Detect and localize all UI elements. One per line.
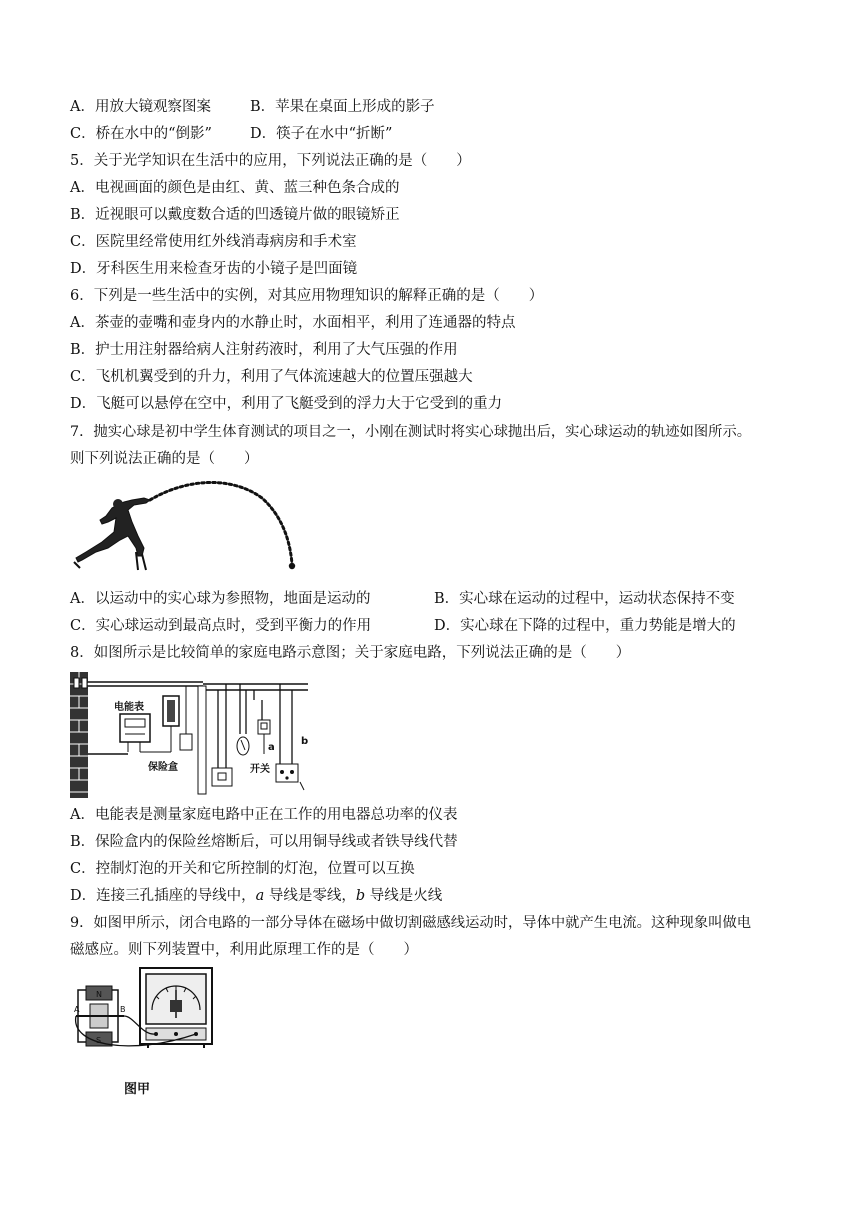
q4-option-d: D．筷子在水中“折断” bbox=[250, 126, 393, 142]
q4-option-b: B．苹果在桌面上形成的影子 bbox=[250, 99, 435, 115]
q7-option-c: C．实心球运动到最高点时，受到平衡力的作用 bbox=[70, 618, 372, 634]
q6-stem: 6．下列是一些生活中的实例，对其应用物理知识的解释正确的是（ ） bbox=[70, 288, 544, 304]
point-b-label: B bbox=[120, 1005, 126, 1014]
q5-option-b: B．近视眼可以戴度数合适的凹透镜片做的眼镜矫正 bbox=[70, 207, 400, 223]
wire-b-label: b bbox=[301, 736, 309, 747]
q8-option-c: C．控制灯泡的开关和它所控制的灯泡，位置可以互换 bbox=[70, 861, 415, 877]
q6-option-d: D．飞艇可以悬停在空中，利用了飞艇受到的浮力大于它受到的重力 bbox=[70, 396, 503, 412]
q7-stem-line2: 则下列说法正确的是（ ） bbox=[70, 451, 259, 467]
point-a-label: A bbox=[74, 1005, 80, 1014]
q7-stem-line1: 7．抛实心球是初中学生体育测试的项目之一，小刚在测试时将实心球抛出后，实心球运动的轨迹如图所示。 bbox=[70, 424, 752, 440]
fuse-box-label: 保险盒 bbox=[148, 762, 178, 773]
north-pole-label: N bbox=[96, 990, 102, 999]
q6-option-c: C．飞机机翼受到的升力，利用了气体流速越大的位置压强越大 bbox=[70, 369, 473, 385]
q5-stem: 5．关于光学知识在生活中的应用，下列说法正确的是（ ） bbox=[70, 153, 471, 169]
q4-option-c: C．桥在水中的“倒影” bbox=[70, 126, 212, 142]
q8-option-d bbox=[70, 886, 442, 906]
q8-option-d-wire-b: b bbox=[355, 888, 366, 904]
q7-option-d: D．实心球在下降的过程中，重力势能是增大的 bbox=[434, 618, 736, 634]
q6-option-a: A．茶壶的壶嘴和壶身内的水静止时，水面相平，利用了连通器的特点 bbox=[70, 315, 516, 331]
figure-caption: 图甲 bbox=[124, 1082, 151, 1097]
q8-option-a: A．电能表是测量家庭电路中正在工作的用电器总功率的仪表 bbox=[70, 807, 458, 823]
south-pole-label: S bbox=[96, 1036, 102, 1045]
q9-stem-line1: 9．如图甲所示，闭合电路的一部分导体在磁场中做切割磁感线运动时，导体中就产生电流。这种现象叫做电 bbox=[70, 915, 752, 931]
q8-option-b: B．保险盒内的保险丝熔断后，可以用铜导线或者铁导线代替 bbox=[70, 834, 458, 850]
q4-option-a: A．用放大镜观察图案 bbox=[70, 99, 211, 115]
electromagnetic-induction-figure bbox=[72, 966, 222, 1097]
q8-stem: 8．如图所示是比较简单的家庭电路示意图；关于家庭电路，下列说法正确的是（ ） bbox=[70, 645, 631, 661]
switch-label: 开关 bbox=[250, 764, 270, 775]
q8-option-d-wire-a: a bbox=[255, 888, 265, 904]
household-circuit-figure bbox=[68, 672, 313, 798]
q7-option-a: A．以运动中的实心球为参照物，地面是运动的 bbox=[70, 591, 371, 607]
q7-option-b: B．实心球在运动的过程中，运动状态保持不变 bbox=[434, 591, 735, 607]
meter-label: 电能表 bbox=[114, 702, 144, 713]
q8-option-d-suffix: 导线是火线 bbox=[365, 888, 443, 904]
q5-option-c: C．医院里经常使用红外线消毒病房和手术室 bbox=[70, 234, 357, 250]
q8-option-d-prefix: D．连接三孔插座的导线中， bbox=[70, 888, 256, 904]
wire-a-label: a bbox=[268, 742, 275, 753]
shot-put-figure bbox=[72, 478, 302, 578]
q5-option-d: D．牙科医生用来检查牙齿的小镜子是凹面镜 bbox=[70, 261, 358, 277]
q8-option-d-mid: 导线是零线， bbox=[264, 888, 356, 904]
q6-option-b: B．护士用注射器给病人注射药液时，利用了大气压强的作用 bbox=[70, 342, 458, 358]
q9-stem-line2: 磁感应。则下列装置中，利用此原理工作的是（ ） bbox=[70, 942, 418, 958]
q5-option-a: A．电视画面的颜色是由红、黄、蓝三种色条合成的 bbox=[70, 180, 400, 196]
